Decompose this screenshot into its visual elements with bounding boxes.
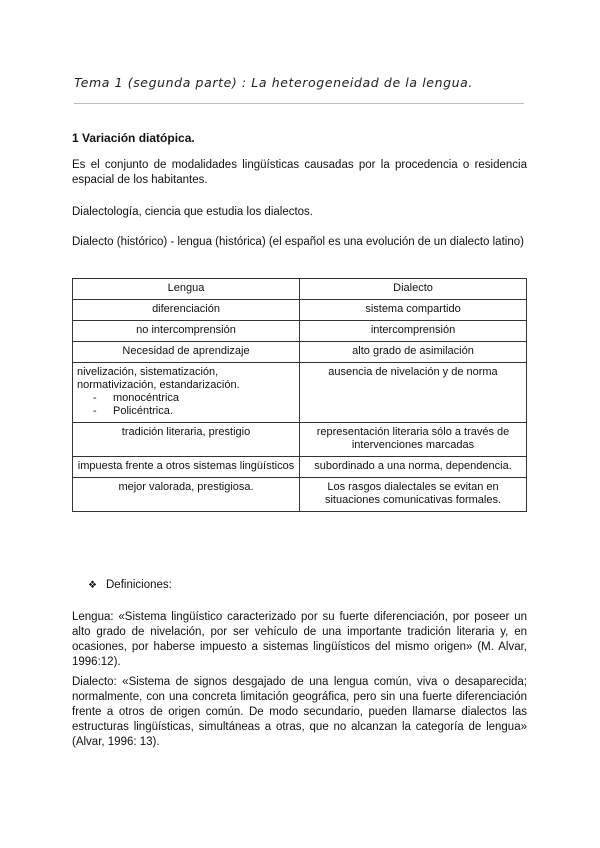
header-divider <box>74 103 524 104</box>
table-row <box>73 342 527 363</box>
table-row <box>73 321 527 342</box>
paragraph-dialectologia: Dialectología, ciencia que estudia los dialectos. <box>72 206 314 218</box>
table-cell-lengua: diferenciación <box>73 300 300 321</box>
table-cell-dialecto: sistema compartido <box>300 300 527 321</box>
table-row <box>73 300 527 321</box>
comparison-table <box>72 278 527 512</box>
table-cell-lengua <box>73 363 300 423</box>
diamond-bullet-icon: ❖ <box>88 580 97 591</box>
table-cell-lengua: mejor valorada, prestigiosa. <box>73 478 300 512</box>
definition-lengua: Lengua: «Sistema lingüístico caracterizado por su fuerte diferenciación, por poseer un alto grado de nivelación, por ser vehículo de una importante tradición literaria y, en ocasiones, por haberse impuesto a sistemas lingüísticos del mismo origen» (M. Alvar, 1996:12). <box>72 611 527 668</box>
table-cell-dialecto: representación literaria sólo a través de intervenciones marcadas <box>300 423 527 457</box>
table-header-row <box>73 279 527 300</box>
definition-dialecto: Dialecto: «Sistema de signos desgajado de una lengua común, viva o desaparecida; normalmente, con una concreta limitación geográfica, pero sin una fuerte diferenciación frente a otros de origen común. De modo secundario, pueden llamarse dialectos las estructuras lingüísticas, simultáneas a otras, que no alcanzan la categoría de lengua» (Alvar, 1996: 13). <box>72 676 527 748</box>
list-item: - Policéntrica. <box>93 405 295 418</box>
table-header-dialecto: Dialecto <box>300 279 527 300</box>
table-cell-lengua: tradición literaria, prestigio <box>73 423 300 457</box>
table-row <box>73 478 527 512</box>
table-cell-text: nivelización, sistematización, normativización, estandarización. <box>77 366 240 391</box>
table-cell-lengua: Necesidad de aprendizaje <box>73 342 300 363</box>
table-cell-lengua: no intercomprensión <box>73 321 300 342</box>
table-cell-dialecto: alto grado de asimilación <box>300 342 527 363</box>
table-row <box>73 423 527 457</box>
table-cell-dialecto: ausencia de nivelación y de norma <box>300 363 527 423</box>
table-row <box>73 363 527 423</box>
section-heading: 1 Variación diatópica. <box>72 131 195 145</box>
table-header-lengua: Lengua <box>73 279 300 300</box>
table-cell-dialecto: Los rasgos dialectales se evitan en situaciones comunicativas formales. <box>300 478 527 512</box>
table-cell-dialecto: intercomprensión <box>300 321 527 342</box>
definitions-label: Definiciones: <box>106 579 172 591</box>
sub-list <box>77 392 295 418</box>
paragraph-dialecto-lengua: Dialecto (histórico) - lengua (histórica) (el español es una evolución de un dialecto latino) <box>72 236 524 248</box>
paragraph-definition: Es el conjunto de modalidades lingüísticas causadas por la procedencia o residencia espacial de los habitantes. <box>72 159 527 186</box>
table-cell-lengua: impuesta frente a otros sistemas lingüísticos <box>73 457 300 478</box>
list-item: - monocéntrica <box>93 392 295 405</box>
table-row <box>73 457 527 478</box>
page-title: Tema 1 (segunda parte) : La heterogeneidad de la lengua. <box>74 75 473 90</box>
table-cell-dialecto: subordinado a una norma, dependencia. <box>300 457 527 478</box>
definitions-bullet <box>88 579 172 591</box>
